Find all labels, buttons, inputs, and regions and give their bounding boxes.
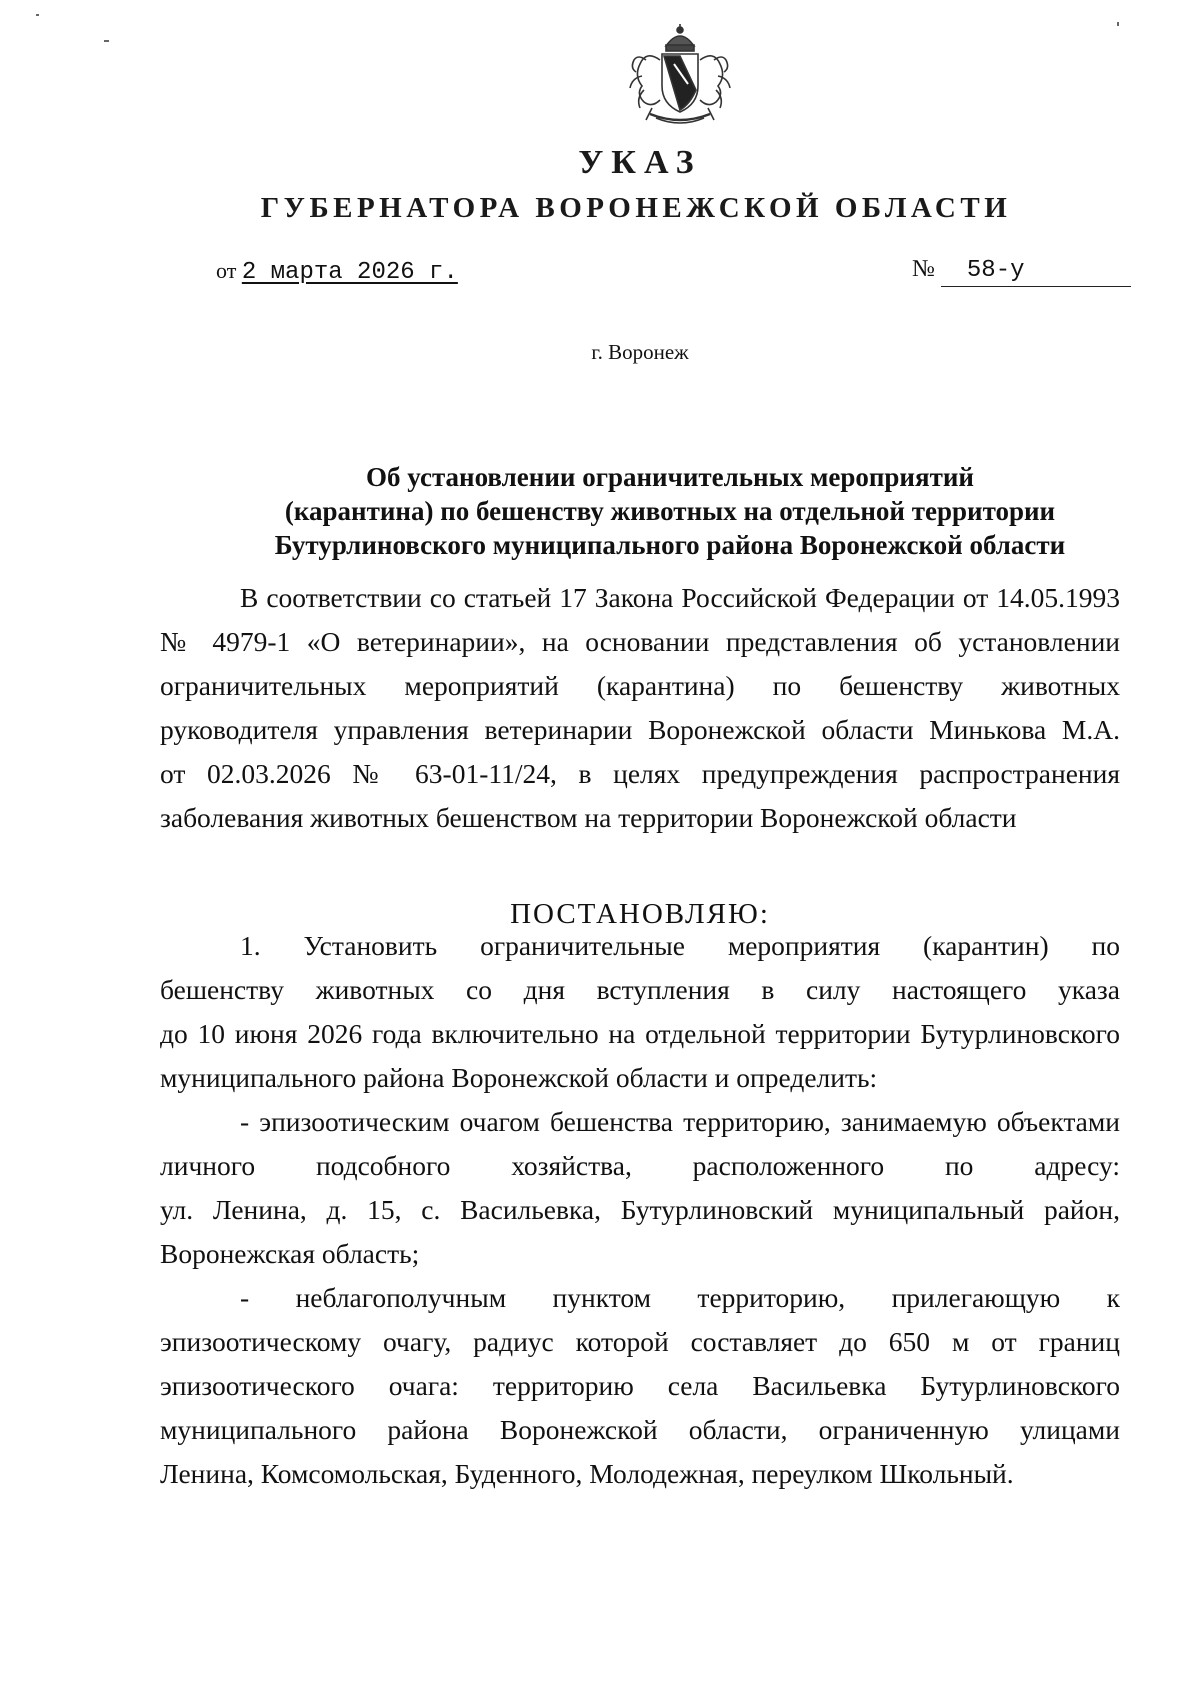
coat-of-arms-icon <box>616 20 744 130</box>
issue-city: г. Воронеж <box>591 340 689 364</box>
decree-word: ПОСТАНОВЛЯЮ: <box>510 898 770 930</box>
text-line: ул. Ленина, д. 15, с. Васильевка, Бутурлиновский муниципальный район, <box>160 1194 1120 1225</box>
number-sign: № <box>912 256 935 282</box>
number-line <box>912 256 1131 287</box>
text-line: эпизоотического очага: территорию села Васильевка Бутурлиновского <box>160 1370 1120 1401</box>
text-line: эпизоотическому очагу, радиус которой составляет до 650 м от границ <box>160 1326 1120 1357</box>
scan-speck <box>1117 22 1119 26</box>
subject-line: Об установлении ограничительных мероприятий <box>366 462 974 492</box>
text-line: муниципального района Воронежской области, ограниченную улицами <box>160 1414 1120 1445</box>
text-line: № 4979-1 «О ветеринарии», на основании представления об установлении <box>160 626 1120 657</box>
text-line: 1. Установить ограничительные мероприятия (карантин) по <box>240 930 1120 961</box>
document-subject <box>160 460 1120 562</box>
scan-speck <box>104 40 109 42</box>
document-issuer: ГУБЕРНАТОРА ВОРОНЕЖСКОЙ ОБЛАСТИ <box>260 192 1012 224</box>
subject-line: Бутурлиновского муниципального района Воронежской области <box>274 530 1066 560</box>
text-line: Воронежская область; <box>160 1238 420 1269</box>
document-number: 58-у <box>941 256 1131 287</box>
text-line: до 10 июня 2026 года включительно на отдельной территории Бутурлиновского <box>160 1018 1120 1049</box>
text-line: - эпизоотическим очагом бешенства территорию, занимаемую объектами <box>240 1106 1120 1137</box>
text-line: муниципального района Воронежской области и определить: <box>160 1062 878 1093</box>
text-line: Ленина, Комсомольская, Буденного, Молодежная, переулком Школьный. <box>160 1458 1014 1489</box>
text-line: бешенству животных со дня вступления в силу настоящего указа <box>160 974 1120 1005</box>
text-line: заболевания животных бешенством на территории Воронежской области <box>160 802 1017 833</box>
text-line: от 02.03.2026 № 63-01-11/24, в целях предупреждения распространения <box>160 758 1120 789</box>
date-prefix: от <box>216 258 237 283</box>
document-title: УКАЗ <box>578 144 702 181</box>
document-date: 2 марта 2026 г. <box>241 259 458 286</box>
text-line: личного подсобного хозяйства, расположенного по адресу: <box>160 1150 1120 1181</box>
text-line: - неблагополучным пунктом территорию, прилегающую к <box>240 1282 1120 1313</box>
text-line: руководителя управления ветеринарии Воронежской области Минькова М.А. <box>160 714 1120 745</box>
preamble-paragraph <box>160 576 1120 840</box>
scan-speck <box>36 14 39 16</box>
date-line <box>216 258 458 286</box>
bullet-1-paragraph <box>160 1100 1120 1276</box>
bullet-2-paragraph <box>160 1276 1120 1496</box>
text-line: ограничительных мероприятий (карантина) по бешенству животных <box>160 670 1120 701</box>
item-1-paragraph <box>160 924 1120 1100</box>
text-line: В соответствии со статьей 17 Закона Российской Федерации от 14.05.1993 <box>240 582 1120 613</box>
subject-line: (карантина) по бешенству животных на отдельной территории <box>284 496 1056 526</box>
